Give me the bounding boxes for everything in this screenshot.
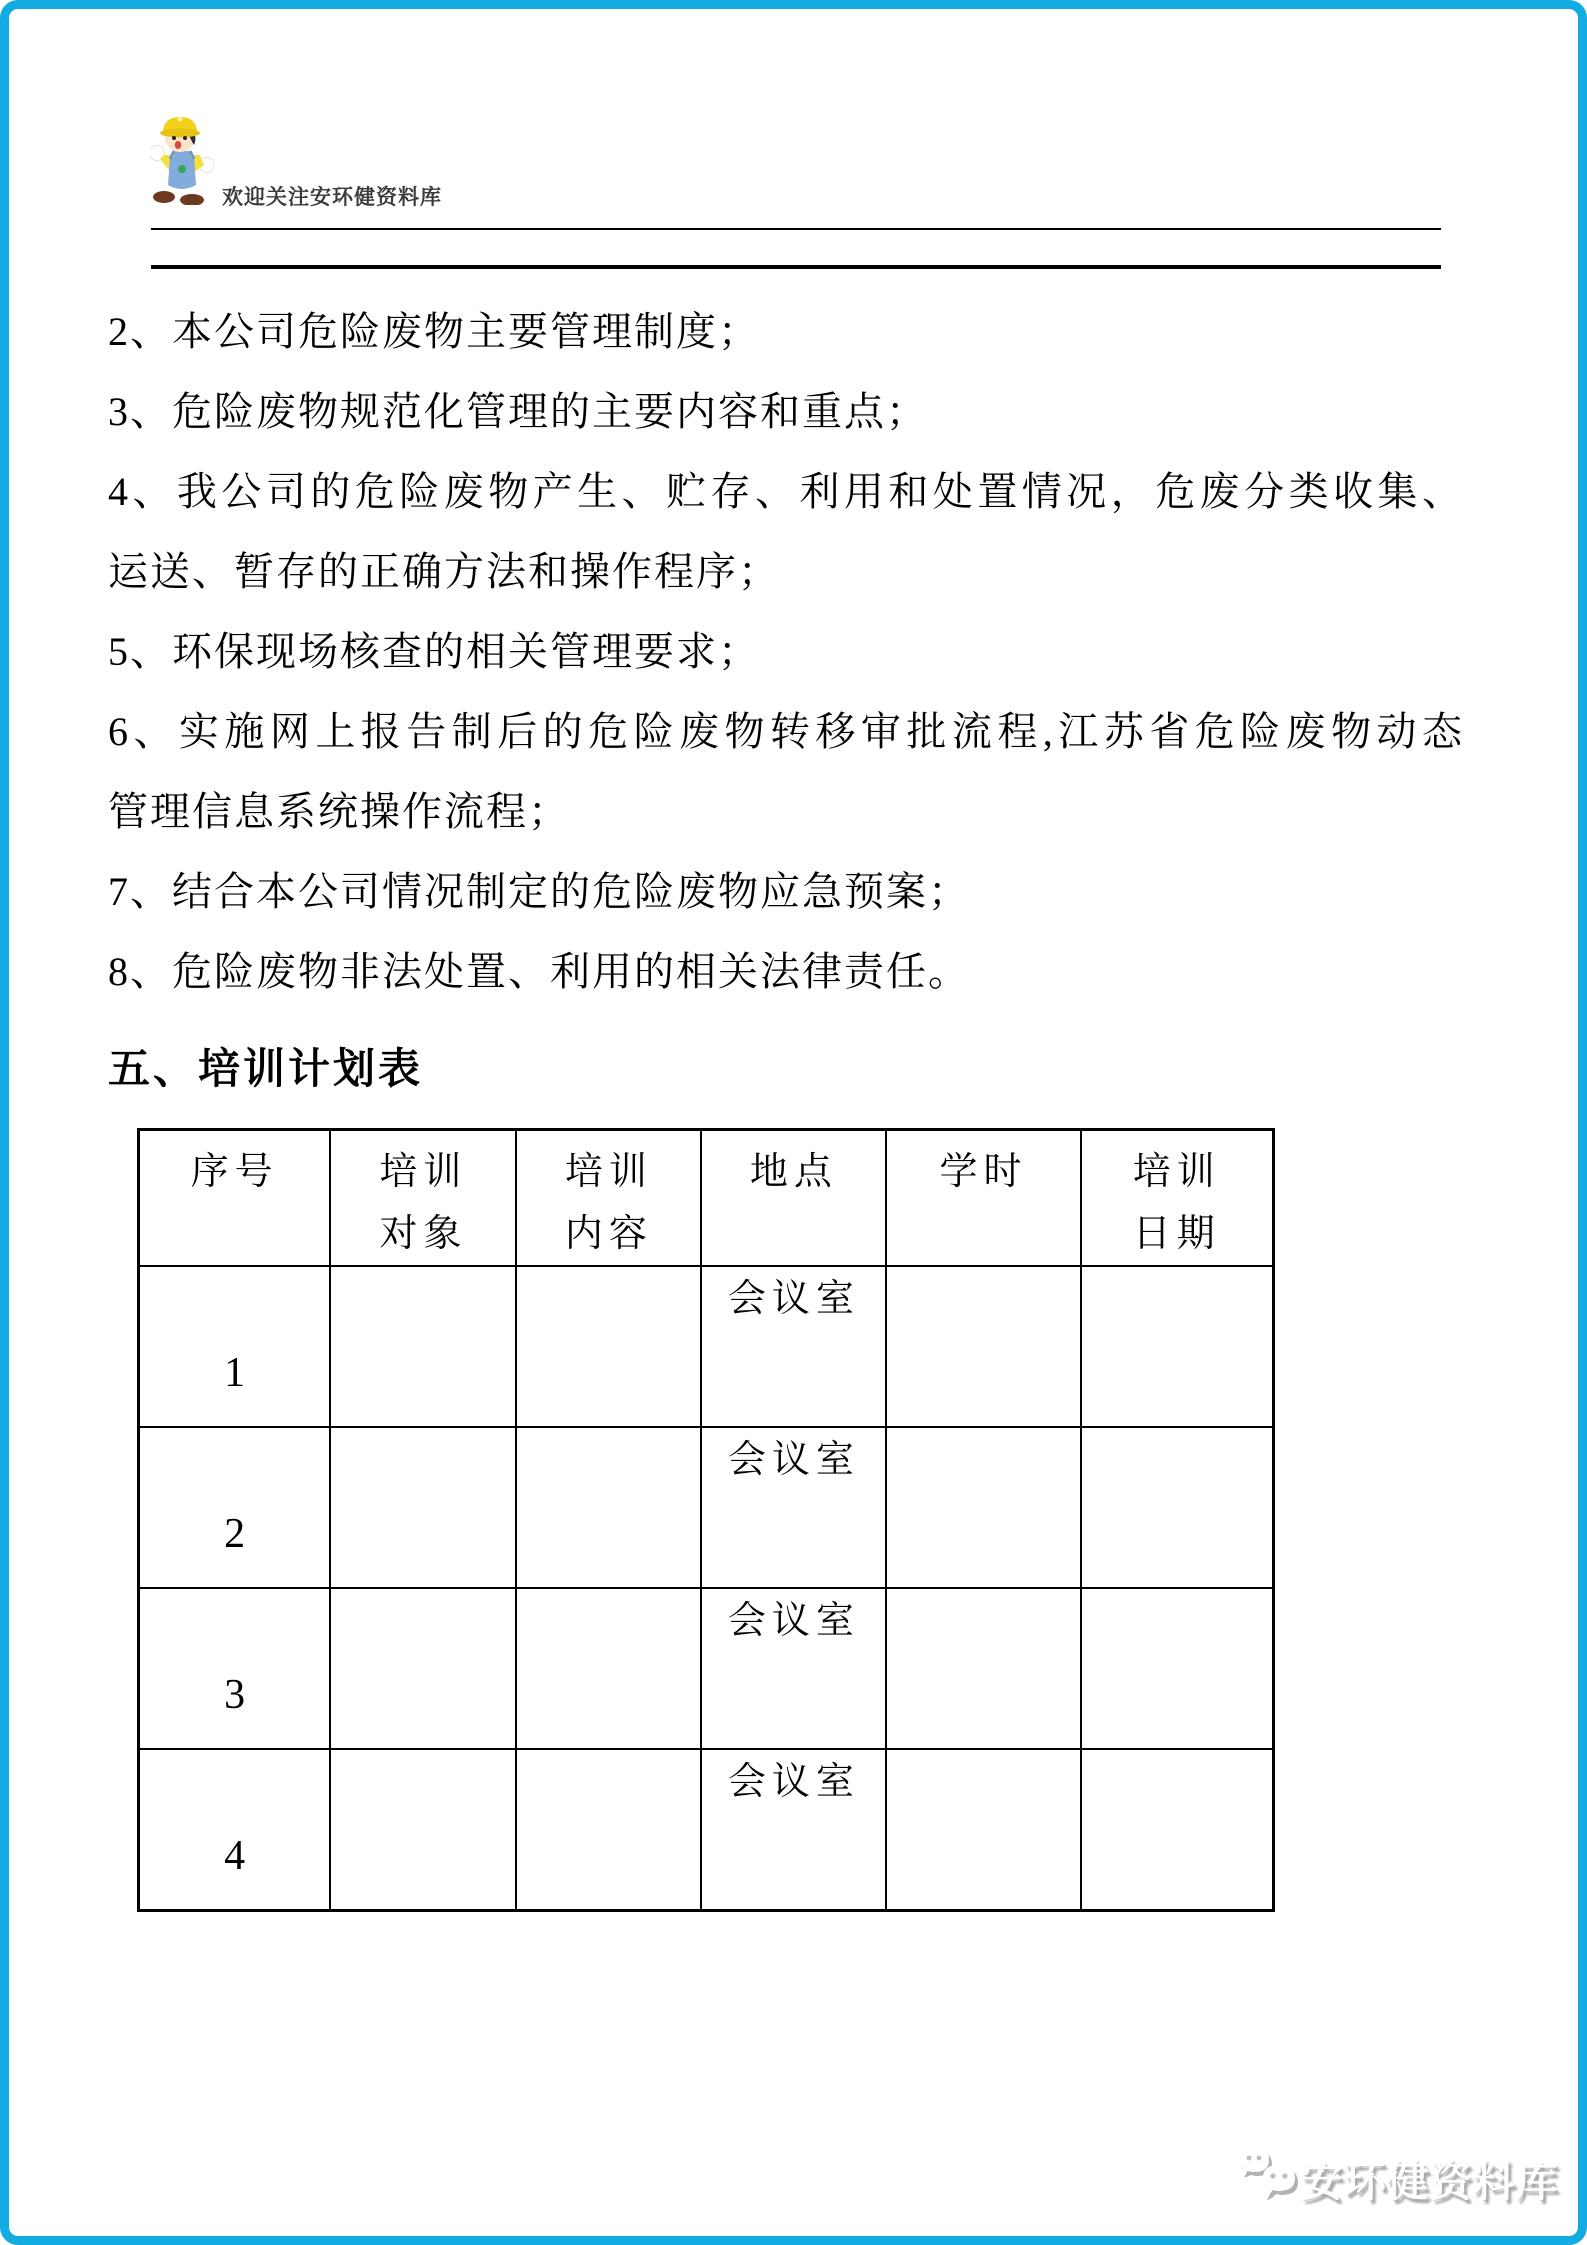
cell-hours [886,1266,1080,1427]
training-plan-table [137,1128,1275,1912]
paragraph-line: 8、危险废物非法处置、利用的相关法律责任。 [108,949,970,994]
table-header-date: 培训 日期 [1081,1130,1274,1267]
paragraph-line: 2、本公司危险废物主要管理制度； [108,309,760,354]
divider-thick-line [151,265,1441,269]
table-header-row [139,1130,1274,1267]
cell-location: 会议室 [701,1749,886,1910]
cell-target [330,1588,516,1749]
cell-date [1081,1427,1274,1588]
cell-hours [886,1749,1080,1910]
divider-thin-line [151,228,1441,230]
table-header-content: 培训 内容 [516,1130,701,1267]
paragraph-line: 5、环保现场核查的相关管理要求； [108,629,760,674]
table-header-seq: 序号 [139,1130,331,1267]
table-row [139,1749,1274,1910]
cell-location: 会议室 [701,1588,886,1749]
table-header-location: 地点 [701,1130,886,1267]
table-row [139,1427,1274,1588]
cell-date [1081,1588,1274,1749]
cell-seq: 2 [139,1427,331,1588]
body-paragraph [108,292,1464,1012]
cell-seq: 1 [139,1266,331,1427]
cell-target [330,1427,516,1588]
cell-seq: 3 [139,1588,331,1749]
cell-seq: 4 [139,1749,331,1910]
safety-worker-mascot-icon [150,109,214,205]
cell-content [516,1427,701,1588]
paragraph-line: 4、我公司的危险废物产生、贮存、利用和处置情况，危废分类收集、 [108,469,1464,514]
header-caption: 欢迎关注安环健资料库 [222,186,442,209]
cell-content [516,1266,701,1427]
paragraph-line: 7、结合本公司情况制定的危险废物应急预案； [108,869,970,914]
paragraph-line: 管理信息系统操作流程； [108,789,570,834]
paragraph-line: 运送、暂存的正确方法和操作程序； [108,549,780,594]
cell-hours [886,1588,1080,1749]
table-header-target: 培训 对象 [330,1130,516,1267]
table-row [139,1266,1274,1427]
cell-content [516,1749,701,1910]
wechat-icon [1223,2139,1307,2211]
footer-brand: 安环健资料库 [1301,2158,1560,2205]
cell-date [1081,1749,1274,1910]
cell-location: 会议室 [701,1427,886,1588]
cell-hours [886,1427,1080,1588]
table-row [139,1588,1274,1749]
paragraph-line: 6、实施网上报告制后的危险废物转移审批流程,江苏省危险废物动态 [108,709,1464,754]
cell-date [1081,1266,1274,1427]
section-heading: 五、培训计划表 [108,1047,424,1093]
cell-location: 会议室 [701,1266,886,1427]
table-header-hours: 学时 [886,1130,1080,1267]
cell-target [330,1749,516,1910]
cell-content [516,1588,701,1749]
cell-target [330,1266,516,1427]
paragraph-line: 3、危险废物规范化管理的主要内容和重点； [108,389,928,434]
